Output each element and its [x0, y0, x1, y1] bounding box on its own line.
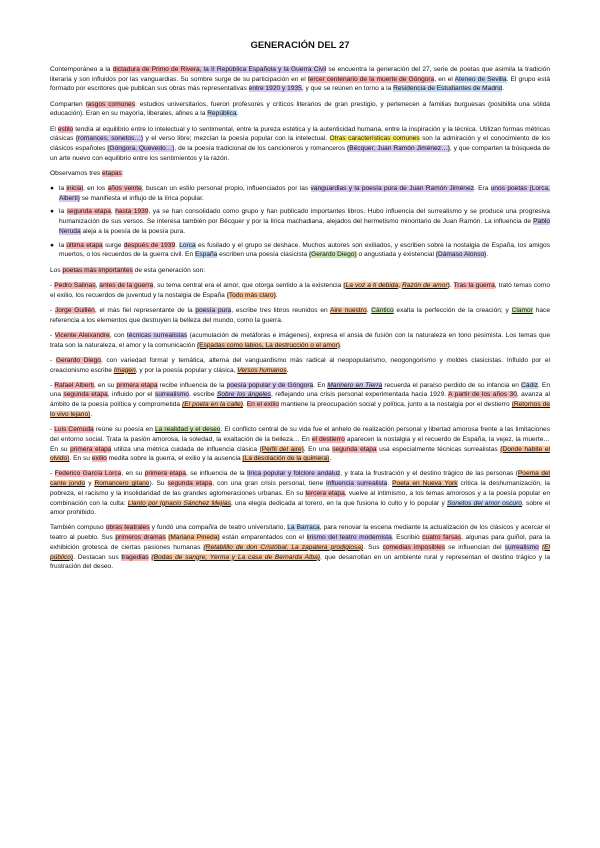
text: : [121, 169, 124, 177]
poeta-lorca [50, 469, 550, 518]
text: . El conflicto central de su vida fue el anhelo de realización personal y libertad amorosa frente a las limitaciones del entorno social. Trata la pasión amorosa, la soledad, la exaltación de la belleza… En [50, 426, 550, 443]
highlight: poetas más importantes [62, 266, 133, 274]
highlight: primera etapa [144, 470, 186, 478]
text: , avanza al ámbito de la poesía política y comprometida [50, 391, 550, 409]
etapa-item [50, 184, 550, 203]
work-title: (Retornos de lo vivo lejano) [50, 401, 550, 418]
work-title: (El público) [50, 543, 550, 561]
highlight: dictadura de Primo de Rivera [112, 66, 200, 73]
highlight: última etapa [66, 241, 103, 249]
highlight: antes de la guerra [99, 282, 154, 290]
highlight: segunda etapa [332, 445, 377, 453]
text: . [90, 410, 93, 418]
text: . [329, 455, 332, 463]
poeta-alberti [50, 381, 550, 420]
work-title: La realidad y el deseo [155, 426, 221, 434]
highlight: Residencia de Estudiantes de Madrid [393, 85, 503, 93]
text: Comparten [50, 100, 86, 108]
work-title: Marinero en Tierra [327, 381, 383, 389]
poeta-aleixandre [50, 331, 550, 350]
highlight: (Gerardo Diego) [308, 251, 357, 259]
highlight: , la II República Española y la Guerra Civil [199, 66, 327, 73]
highlight: Rafael Alberti [54, 381, 94, 389]
text: exalta la perfección de la creación; y [393, 307, 512, 315]
highlight: vanguardias y la poesía pura de Juan Ramón Jiménez [310, 185, 474, 193]
text: . [387, 480, 393, 488]
text: la [58, 185, 67, 193]
highlight: Vicente Aleixandre [54, 331, 110, 339]
work-title: Imagen [113, 366, 136, 374]
text: reúne su poesía en [93, 426, 156, 434]
text: son la admiración y el conocimiento de los clásicos españoles [50, 135, 550, 152]
rasgos-paragraph [50, 100, 550, 119]
poeta-diego [50, 356, 550, 375]
text: , y por la poesía popular y clásica, [135, 366, 238, 374]
text: . En [313, 381, 328, 389]
text: , trató temas como el exilio, los recuerdos de juventud y la nostalgia de España [50, 282, 550, 299]
text: , y que se reúnen en torno a la [301, 85, 394, 93]
etapa-text [59, 241, 550, 260]
work-title: (Perfil del aire) [259, 445, 304, 453]
text: , en el [434, 75, 455, 83]
etapa-text [59, 207, 550, 236]
text: se influencian del [445, 543, 505, 551]
text: . [449, 282, 454, 290]
etapa-item [50, 207, 550, 236]
text: . [175, 241, 180, 249]
text: y fundó una compañía de teatro universitario, [149, 524, 288, 532]
text: , influido por el [107, 391, 155, 399]
text: ). Su [149, 480, 168, 488]
lorca-teatro [50, 523, 550, 572]
work-title: (La desolación de la quimera) [242, 455, 330, 463]
highlight: lirismo del teatro modernista [306, 534, 392, 542]
text: recibe influencia de la [157, 381, 227, 389]
text: usa especialmente técnicas surrealistas [376, 445, 501, 453]
text: , ya se han consolidado como grupo y han publicado importantes libros. Hubo influencia del surrealismo y se produce una progresiva humanización de sus versos. Se interesa también por Bécquer y por la lírica machadiana, alejados del hermetismo minoritario de Juan Ramón. La influencia de [58, 208, 550, 226]
highlight: hasta 1939 [115, 208, 149, 216]
highlight: En el exilio [246, 401, 280, 409]
highlight: primera etapa [116, 381, 158, 389]
text: . [366, 307, 372, 315]
text: - [50, 331, 55, 339]
bullet-icon: ● [50, 185, 54, 193]
text: . En una [303, 445, 333, 453]
highlight: Pablo Neruda [58, 218, 550, 235]
text: aleja a la poesía de la poesía pura. [80, 227, 186, 235]
highlight: poesía popular y de Góngora [226, 381, 314, 389]
highlight: obras teatrales [105, 524, 150, 532]
work-title: Llanto por Ignacio Sánchez Mejías [127, 499, 231, 507]
highlight: (romances, sonetos…) [75, 135, 144, 143]
text: medita sobre la guerra, el exilio y la ausencia [106, 455, 243, 463]
highlight: ( [343, 282, 346, 290]
highlight: La Barraca [287, 524, 320, 532]
highlight: primera etapa [70, 445, 112, 453]
highlight: entre 1920 y 1935 [248, 85, 302, 93]
work-title: (Retablillo de don Cristóbal, La zapatera prodigiosa) [203, 543, 364, 551]
etapa-item [50, 241, 550, 260]
highlight: cuatro farsas [422, 534, 462, 542]
work-title: Razón de amor [402, 282, 448, 290]
highlight: segunda etapa [167, 480, 213, 488]
text: , de la poesía tradicional de los cancioneros y romanceros [174, 144, 348, 152]
poeta-cernuda [50, 425, 550, 464]
text: hace referencia a los elementos que destruyen la belleza del mundo, como la guerra. [50, 307, 551, 324]
text: , [110, 208, 116, 216]
text: . [486, 251, 489, 259]
work-title: Sonetos del amor oscuro [447, 499, 522, 507]
text: . Escribió [391, 534, 423, 542]
text: , en su [121, 470, 145, 478]
highlight: etapas [102, 169, 122, 177]
work-title: La voz a ti debida [345, 282, 399, 290]
text: . [339, 341, 342, 349]
work-title: Poema del cante jondo [50, 470, 550, 488]
text: recuerda el paraíso perdido de su infancia en [382, 381, 522, 389]
text: mantiene la preocupación social y política, junto a la nostalgia por el destierro [279, 401, 512, 409]
bullet-icon: ● [50, 208, 54, 216]
text: . [236, 110, 239, 118]
text: , con variedad formal y temática, alterna del vanguardismo más radical al neopopularismo, neogongorismo y moldes clasicistas. Influido por el creacionismo escribe [50, 356, 551, 374]
text: , una elegía dedicada al torero, en la que fusiona lo culto y lo popular y [230, 499, 448, 507]
highlight: comedias imposibles [382, 543, 446, 551]
highlight: Otras características comunes [329, 135, 420, 143]
highlight: tercer centenario de la muerte de Góngora [307, 75, 435, 83]
highlight: surrealismo [154, 391, 189, 399]
text: - [50, 426, 55, 434]
intro-paragraph [50, 65, 550, 94]
text: , algunas para guiñol, para la exhibición grotesca de ciertas pasiones humanas [50, 534, 550, 551]
page-title: GENERACIÓN DEL 27 [250, 40, 350, 51]
poeta-salinas [50, 281, 550, 300]
highlight: poesía pura [195, 307, 232, 315]
text: (acumulación de metáforas e imágenes), expresa el ansia de fusión con la naturaleza en tono pesimista. Los temas que trata son la naturaleza, el amor y la comunicación [50, 331, 551, 349]
text: . Sus [363, 543, 383, 551]
etapas-intro [50, 169, 550, 179]
highlight: unos poetas (Lorca, Alberti) [58, 185, 550, 202]
work-title: (El poeta en la calle) [182, 401, 243, 409]
text: . Destacan sus [73, 553, 122, 561]
text: - [50, 282, 55, 290]
text: - [50, 470, 55, 478]
highlight: tragedias [121, 553, 149, 561]
text: critica la deshumanización, la pobreza, el racismo y la insolidaridad de las grandes aglomeraciones urbanas. En su [50, 480, 550, 497]
text: , escribe [188, 391, 217, 399]
text: - [50, 356, 56, 364]
text: surge [102, 241, 124, 249]
text: . Era [473, 185, 491, 193]
work-title: Cántico [371, 307, 394, 315]
text: , en su [93, 381, 117, 389]
text: , que desarrollan en un ambiente rural y representan el destino trágico y la frustración del deseo. [50, 553, 551, 571]
highlight: Luis Cernuda [54, 426, 94, 434]
text: . En una [50, 381, 550, 399]
text: , sobre el amor prohibido. [50, 499, 550, 517]
text: . En su [69, 455, 92, 463]
highlight: A partir de los años 30 [448, 391, 517, 399]
text: : estudios universitarios, fueron profesores y críticos literarios de gran prestigio, y pertenecen a familias burguesas (posibilita una sólida educación). Eran en su mayoría, liberales, afines a la [50, 100, 550, 118]
poeta-guillen [50, 306, 550, 325]
highlight: (Mariana Pineda) [168, 534, 220, 542]
highlight: inicial [66, 185, 83, 193]
highlight: influencia surrealista [326, 480, 388, 488]
text: . [286, 366, 289, 374]
text: la [58, 241, 67, 249]
text: , su tema central era el amor, que otorga sentido a la existencia [153, 282, 344, 290]
highlight: después de 1939 [123, 241, 176, 249]
etapa-text [59, 184, 550, 203]
text: y el verso libre; mezclan la poesía popular con la intelectual. [143, 135, 330, 143]
text: escriben una poesía clasicista [217, 251, 309, 259]
text: se encuentra la generación del 27, serie de poetas que asimila la tradición literaria y son influidos por las vanguardias. Su sombre surge de su participación en el [50, 66, 550, 83]
highlight: el destierro [311, 435, 345, 443]
highlight: exilio [91, 455, 107, 463]
highlight: Gerardo Diego [55, 356, 101, 364]
work-title: (Donde habite el olvido) [50, 445, 550, 463]
text: aparecen la nostalgia y el recuerdo de España, la vejez, la muerte… En su [50, 435, 551, 453]
text: de esta generación son: [132, 266, 206, 274]
text: se manifiesta el influjo de la lírica popular. [79, 194, 204, 202]
highlight: (Góngora, Quevedo…) [107, 144, 175, 152]
highlight: Tras la guerra [453, 282, 495, 290]
text: y [85, 480, 95, 488]
highlight: ) [447, 282, 450, 290]
text: , escribe tres libros reunidos en [231, 307, 331, 315]
poetas-intro [50, 266, 550, 276]
text: , y trata la frustración y el destino trágico de las personas [340, 470, 516, 478]
work-title: Poeta en Nueva York [392, 480, 458, 488]
highlight: estilo [57, 125, 74, 133]
text: , vuelve al intimismo, a los temas amorosos y a la poesía popular en combinación con la culta: [50, 489, 550, 507]
highlight: lírica popular y folclore andaluz [247, 470, 341, 478]
text: , [95, 282, 100, 290]
text: . [242, 401, 247, 409]
text: , en los [82, 185, 108, 193]
text: tendía al equilibrio entre lo intelectual y lo sentimental, entre la pureza estética y la autenticidad humana, entre la inspiración y la técnica. Utilizan formas métricas clásicas [50, 125, 550, 143]
highlight: técnicas surrealistas [126, 331, 188, 339]
highlight: Cádiz [521, 381, 538, 389]
work-title: Versos humanos [237, 366, 287, 374]
estilo-paragraph [50, 125, 550, 164]
text: - [50, 381, 55, 389]
highlight: primeros dramas [115, 534, 166, 542]
text: , con [109, 331, 127, 339]
text: . [275, 291, 278, 299]
work-title: Aire nuestro [330, 307, 367, 315]
work-title: (Espadas como labios, La destrucción o el amor) [196, 341, 340, 349]
highlight: (Bécquer, Juan Ramón Jiménez…) [347, 144, 450, 152]
highlight: segunda etapa [66, 208, 111, 216]
highlight: España [194, 251, 218, 259]
text: - [50, 307, 55, 315]
text: ( [515, 470, 518, 478]
highlight: , [398, 282, 403, 290]
highlight: Lorca [179, 241, 196, 249]
text: , se influencia de la [185, 470, 248, 478]
highlight: (Dámaso Alonso) [435, 251, 487, 259]
highlight: Ateneo de Sevilla [454, 75, 507, 83]
highlight: rasgos comunes [85, 100, 136, 108]
text: , para renovar la escena mediante la actualización de los clásicos y acercar el teatro al pueblo. Sus [50, 524, 550, 542]
highlight: Pedro Salinas [54, 282, 96, 290]
text: Contemporáneo a la [50, 66, 113, 73]
text: . [502, 85, 505, 93]
highlight: Federico García Lorca [54, 470, 122, 478]
work-title: Sobre los ángeles [216, 391, 271, 399]
text: Observamos tres [50, 169, 103, 177]
highlight: surrealismo [504, 543, 539, 551]
text: la [58, 208, 67, 216]
highlight: República [207, 110, 237, 118]
text: Los [50, 266, 63, 274]
highlight: (Todo más claro) [226, 291, 276, 299]
text: están emparentados con el [219, 534, 307, 542]
text: utiliza una métrica cuidada de influencia clásica [111, 445, 260, 453]
highlight: tercera etapa [305, 489, 345, 497]
text: , con una gran crisis personal, tiene [212, 480, 327, 488]
highlight: segunda etapa [63, 391, 108, 399]
text: , reflejando una crisis personal experimentada hacia 1929. [270, 391, 449, 399]
work-title: (Bodas de sangre, Yerma y La casa de Bernarda Alba) [151, 553, 320, 561]
text: o angustiada y existencial [356, 251, 436, 259]
highlight: Jorge Guillén [55, 307, 95, 315]
text: , el más fiel representante de la [94, 307, 196, 315]
highlight: años veinte [107, 185, 142, 193]
text: , buscan un estilo personal propio, influenciados por las [141, 185, 311, 193]
text: El [50, 125, 58, 133]
text: es fusilado y el grupo se deshace. Muchos autores son exiliados, y escriben sobre la nostalgia de España, los amigos muertos, o los recuerdos de la guerra civil. En [58, 241, 550, 259]
work-title: Clamor [511, 307, 533, 315]
work-title: Romancero gitano [94, 480, 150, 488]
bullet-icon: ● [50, 241, 54, 249]
text: También compuso [50, 524, 106, 532]
text: . El grupo está formado por escritores que publican sus obras más representativas [50, 75, 550, 93]
text: , y que comparten la búsqueda de un arte nuevo con equilibrio entre los sentimientos y la razón. [50, 144, 550, 162]
